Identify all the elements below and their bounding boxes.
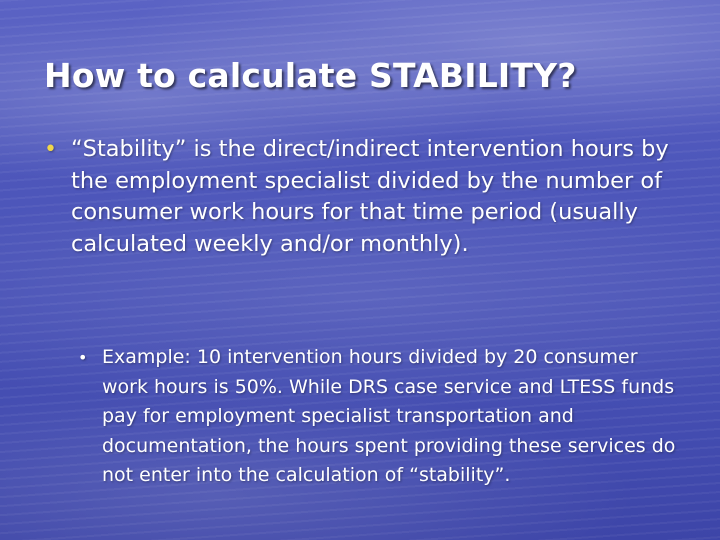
bullet-item-level-2 (78, 343, 678, 491)
bullet-dot-icon: • (44, 137, 57, 162)
sub-bullet-text: Example: 10 intervention hours divided by 20 consumer work hours is 50%. While DRS case service and LTESS funds pay for employment specialist transportation and documentation, the hours spent providing these services do not enter into the calculation of “stability”. (102, 346, 676, 486)
bullet-text: “Stability” is the direct/indirect intervention hours by the employment specialist divided by the number of consumer work hours for that time period (usually calculated weekly and/or monthly). (71, 136, 669, 257)
bullet-dot-icon: • (78, 348, 88, 367)
bullet-item-level-1 (44, 134, 684, 260)
slide-title: How to calculate STABILITY? (44, 56, 577, 95)
